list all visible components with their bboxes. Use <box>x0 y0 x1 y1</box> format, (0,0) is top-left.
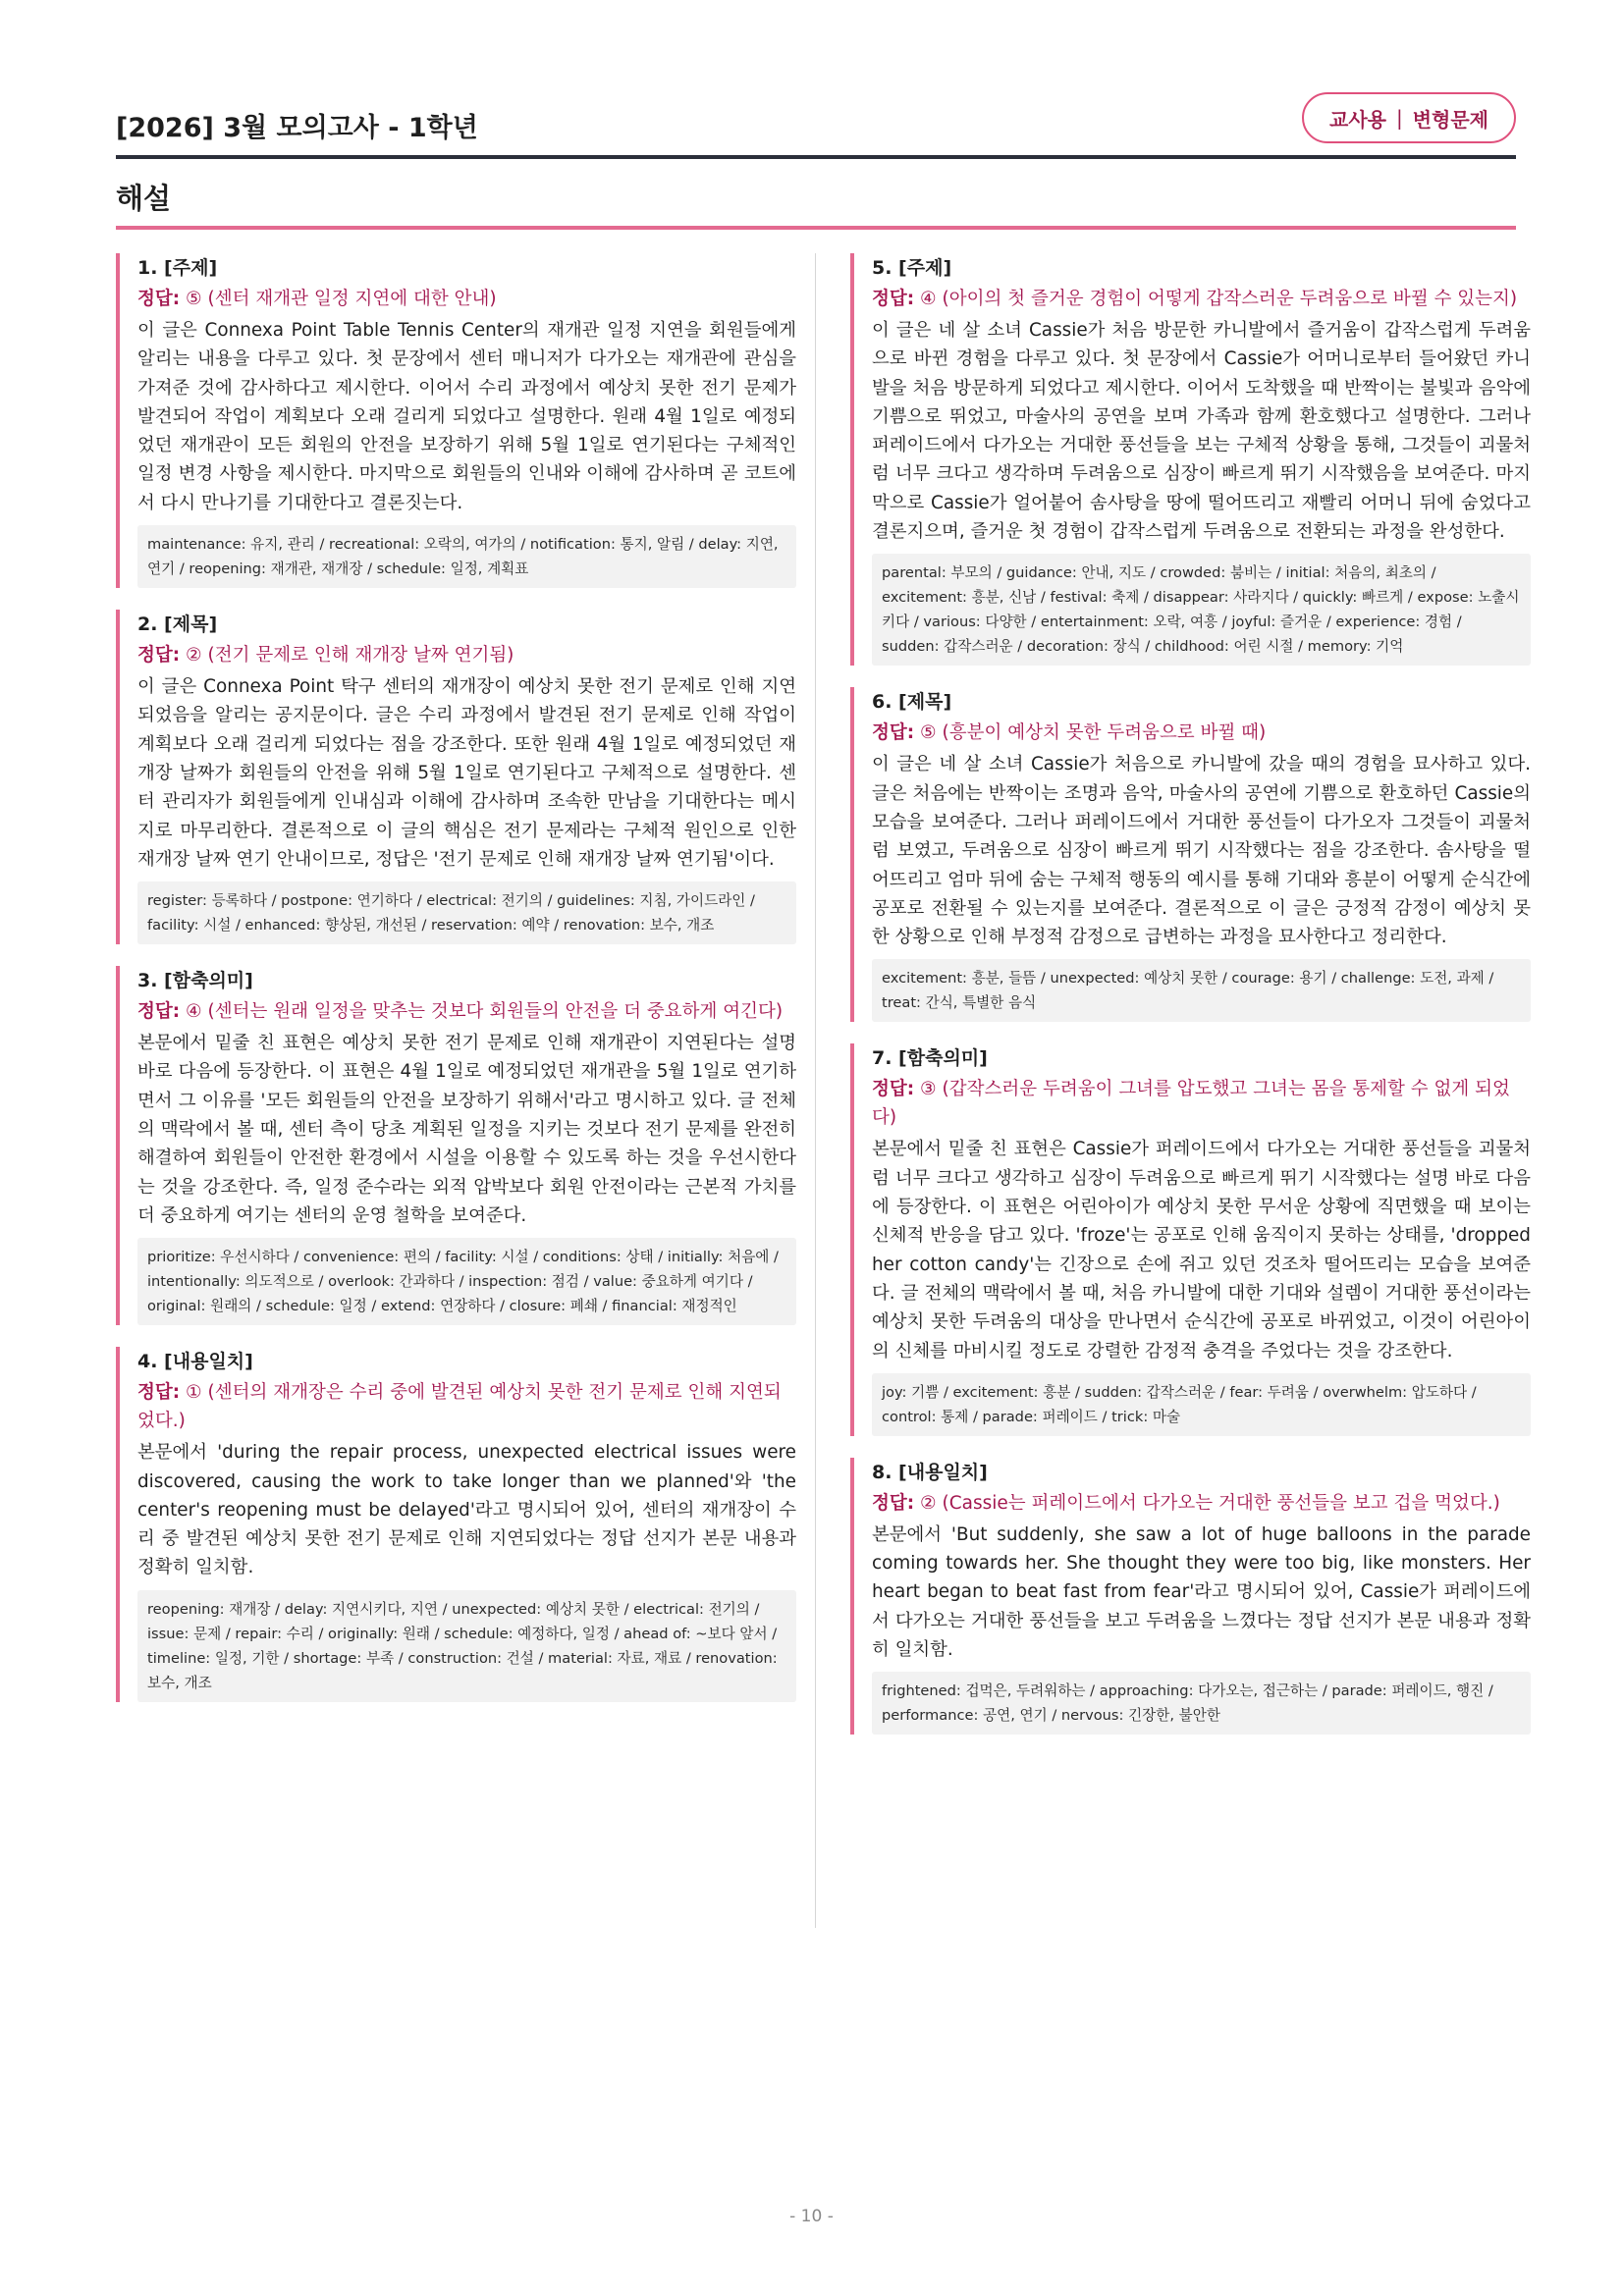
vocabulary-box: excitement: 흥분, 들뜸 / unexpected: 예상치 못한 / courage: 용기 / challenge: 도전, 과제 / treat: 간식, 특별한 음식 <box>872 959 1531 1022</box>
answer-text: ② (Cassie는 퍼레이드에서 다가오는 거대한 풍선들을 보고 겁을 먹었다.) <box>920 1492 1500 1514</box>
explanation-item <box>116 966 796 1325</box>
answer-text: ① (센터의 재개장은 수리 중에 발견된 예상치 못한 전기 문제로 인해 지연되었다.) <box>137 1382 782 1432</box>
explanation-text: 본문에서 밑줄 친 표현은 예상치 못한 전기 문제로 인해 재개관이 지연된다는 설명 바로 다음에 등장한다. 이 표현은 4월 1일로 예정되었던 재개관을 5월 1일로 연기하면서 그 이유를 '모든 회원들의 안전을 보장하기 위해서'라고 명시하고 있다. 글 전체의 맥락에서 볼 때, 센터 측이 당초 계획된 일정을 지키는 것보다 전기 문제를 완전히 해결하여 회원들이 안전한 환경에서 시설을 이용할 수 있도록 하는 것을 우선시한다는 것을 강조한다. 즉, 일정 준수라는 외적 압박보다 회원 안전이라는 근본적 가치를 더 중요하게 여기는 센터의 운영 철학을 보여준다. <box>137 1033 796 1226</box>
answer-label: 정답: <box>872 722 915 744</box>
answer-text: ② (전기 문제로 인해 재개장 날짜 연기됨) <box>186 645 514 667</box>
question-heading: 2. [제목] <box>137 614 218 636</box>
vocabulary-box: prioritize: 우선시하다 / convenience: 편의 / facility: 시설 / conditions: 상태 / initially: 처음에 / intentionally: 의도적으로 / overlook: 간과하다 / inspection: 점검 / value: 중요하게 여기다 / original: 원래의 / schedule: 일정 / extend: 연장하다 / closure: 폐쇄 / financial: 재정적인 <box>137 1238 796 1325</box>
section-title-text: 해설 <box>116 182 172 215</box>
vocabulary-box: joy: 기쁨 / excitement: 흥분 / sudden: 갑작스러운 / fear: 두려움 / overwhelm: 압도하다 / control: 통제 / parade: 퍼레이드 / trick: 마술 <box>872 1373 1531 1436</box>
answer-label: 정답: <box>137 1382 181 1404</box>
answer-label: 정답: <box>872 1492 915 1514</box>
question-heading: 7. [함축의미] <box>872 1047 988 1070</box>
answer-line <box>872 1075 1531 1132</box>
vocabulary-box: frightened: 겁먹은, 두려워하는 / approaching: 다가오는, 접근하는 / parade: 퍼레이드, 행진 / performance: 공연, 연기 / nervous: 긴장한, 불안한 <box>872 1672 1531 1735</box>
explanation-text: 본문에서 밑줄 친 표현은 Cassie가 퍼레이드에서 다가오는 거대한 풍선들을 괴물처럼 너무 크다고 생각하고 심장이 두려움으로 빠르게 뛰기 시작했다는 설명 바로 다음에 등장한다. 이 표현은 어린아이가 예상치 못한 무서운 상황에 직면했을 때 보이는 신체적 반응을 담고 있다. 'froze'는 공포로 인해 움직이지 못하는 상태를, 'dropped her cotton candy'는 긴장으로 손에 쥐고 있던 것조차 떨어뜨리는 모습을 보여준다. 글 전체의 맥락에서 볼 때, 처음 카니발에 대한 기대와 설렘이 거대한 풍선이라는 예상치 못한 두려움의 대상을 만나면서 순식간에 공포로 바뀌었고, 이것이 어린아이의 신체를 마비시킬 정도로 강렬한 감정적 충격을 주었다는 것을 강조한다. <box>872 1139 1531 1362</box>
answer-text: ⑤ (센터 재개관 일정 지연에 대한 안내) <box>186 289 497 309</box>
answer-line <box>872 285 1531 313</box>
question-heading: 3. [함축의미] <box>137 970 253 992</box>
explanation-text: 이 글은 Connexa Point 탁구 센터의 재개장이 예상치 못한 전기 문제로 인해 지연되었음을 알리는 공지문이다. 글은 수리 과정에서 발견된 전기 문제로 인해 작업이 계획보다 오래 걸리게 되었다는 점을 강조한다. 또한 원래 4월 1일로 예정되었던 재개장 날짜가 회원들의 안전을 위해 5월 1일로 연기된다고 구체적으로 설명한다. 센터 관리자가 회원들에게 인내심과 이해에 감사하며 조속한 만남을 기대한다는 메시지로 마무리한다. 결론적으로 이 글의 핵심은 전기 문제라는 구체적 원인으로 인한 재개장 날짜 연기 안내이므로, 정답은 '전기 문제로 인해 재개장 날짜 연기됨'이다. <box>137 676 796 870</box>
left-column <box>116 253 796 1724</box>
right-column <box>850 253 1531 1756</box>
explanation-text: 본문에서 'But suddenly, she saw a lot of huge balloons in the parade coming towards her. She thought they were too big, like monsters. Her heart began to beat fast from fear'라고 명시되어 있어, Cassie가 퍼레이드에서 다가오는 거대한 풍선들을 보고 두려움을 느꼈다는 정답 선지가 본문 내용과 정확히 일치함. <box>872 1523 1531 1661</box>
question-heading: 5. [주제] <box>872 257 952 279</box>
answer-text: ③ (갑작스러운 두려움이 그녀를 압도했고 그녀는 몸을 통제할 수 없게 되었다) <box>872 1079 1510 1129</box>
explanation-item <box>850 253 1531 666</box>
column-divider <box>815 253 816 1928</box>
answer-line <box>137 1378 796 1435</box>
page-number: - 10 - <box>789 2207 834 2226</box>
explanation-item <box>116 610 796 944</box>
question-heading: 6. [제목] <box>872 691 952 714</box>
vocabulary-box: register: 등록하다 / postpone: 연기하다 / electrical: 전기의 / guidelines: 지침, 가이드라인 / facility: 시설 / enhanced: 향상된, 개선된 / reservation: 예약 / renovation: 보수, 개조 <box>137 881 796 944</box>
vocabulary-box: reopening: 재개장 / delay: 지연시키다, 지연 / unexpected: 예상치 못한 / electrical: 전기의 / issue: 문제 / repair: 수리 / originally: 원래 / schedule: 예정하다, 일정 / ahead of: ~보다 앞서 / timeline: 일정, 기한 / shortage: 부족 / construction: 건설 / material: 자료, 재료 / renovation: 보수, 개조 <box>137 1590 796 1702</box>
answer-text: ⑤ (흥분이 예상치 못한 두려움으로 바뀔 때) <box>920 722 1267 744</box>
badge-separator: | <box>1395 106 1403 130</box>
explanation-item <box>116 1347 796 1701</box>
explanation-item <box>116 253 796 588</box>
version-badge <box>1302 92 1516 143</box>
vocabulary-box: maintenance: 유지, 관리 / recreational: 오락의, 여가의 / notification: 통지, 알림 / delay: 지연, 연기 / reopening: 재개관, 재개장 / schedule: 일정, 계획표 <box>137 525 796 588</box>
badge-variant-label: 변형문제 <box>1412 107 1488 132</box>
answer-label: 정답: <box>872 1079 915 1100</box>
vocabulary-box: parental: 부모의 / guidance: 안내, 지도 / crowded: 붐비는 / initial: 처음의, 최초의 / excitement: 흥분, 신남 / festival: 축제 / disappear: 사라지다 / quickly: 빠르게 / expose: 노출시키다 / various: 다양한 / entertainment: 오락, 여흥 / joyful: 즐거운 / experience: 경험 / sudden: 갑작스러운 / decoration: 장식 / childhood: 어린 시절 / memory: 기억 <box>872 554 1531 666</box>
section-heading <box>116 175 1516 230</box>
explanation-item <box>850 687 1531 1022</box>
answer-label: 정답: <box>137 1001 181 1023</box>
answer-line <box>137 285 796 313</box>
explanation-text: 본문에서 'during the repair process, unexpected electrical issues were discovered, causing the work to take longer than we planned'와 'the center's reopening must be delayed'라고 명시되어 있어, 센터의 재개장이 수리 중 발견된 예상치 못한 전기 문제로 인해 지연되었다는 정답 선지가 본문 내용과 정확히 일치함. <box>137 1442 796 1578</box>
answer-text: ④ (아이의 첫 즐거운 경험이 어떻게 갑작스러운 두려움으로 바뀔 수 있는지) <box>920 289 1518 309</box>
explanation-item <box>850 1043 1531 1435</box>
explanation-text: 이 글은 네 살 소녀 Cassie가 처음으로 카니발에 갔을 때의 경험을 묘사하고 있다. 글은 처음에는 반짝이는 조명과 음악, 마술사의 공연에 기쁨으로 환호하던 Cassie의 모습을 보여준다. 그러나 퍼레이드에서 거대한 풍선들이 다가오자 그것들이 괴물처럼 보였고, 두려움으로 심장이 빠르게 뛰기 시작했다는 점을 강조한다. 솜사탕을 떨어뜨리고 엄마 뒤에 숨는 구체적 행동의 예시를 통해 기대와 흥분이 어떻게 순식간에 공포로 전환될 수 있는지를 보여준다. 결론적으로 이 글은 긍정적 감정이 예상치 못한 상황으로 인해 부정적 감정으로 급변하는 과정을 묘사한다고 정리한다. <box>872 754 1531 948</box>
explanation-text: 이 글은 네 살 소녀 Cassie가 처음 방문한 카니발에서 즐거움이 갑작스럽게 두려움으로 바뀐 경험을 다루고 있다. 첫 문장에서 Cassie가 어머니로부터 들어왔던 카니발을 처음 방문하게 되었다고 제시한다. 이어서 도착했을 때 반짝이는 불빛과 음악에 기쁨으로 뛰었고, 마술사의 공연을 보며 가족과 함께 환호했다고 설명한다. 그러나 퍼레이드에서 다가오는 거대한 풍선들을 보는 구체적 상황을 통해, 그것들이 괴물처럼 너무 크다고 생각하며 두려움으로 심장이 빠르게 뛰기 시작했음을 보여준다. 마지막으로 Cassie가 얼어붙어 솜사탕을 땅에 떨어뜨리고 재빨리 어머니 뒤에 숨었다고 결론지으며, 즐거운 첫 경험이 갑작스럽게 두려움으로 전환되는 과정을 완성한다. <box>872 320 1531 543</box>
answer-label: 정답: <box>137 645 181 667</box>
explanation-item <box>850 1458 1531 1735</box>
answer-label: 정답: <box>137 289 181 309</box>
answer-line <box>872 1489 1531 1518</box>
answer-line <box>137 997 796 1026</box>
badge-teacher-label: 교사용 <box>1329 107 1386 132</box>
answer-label: 정답: <box>872 289 915 309</box>
explanation-text: 이 글은 Connexa Point Table Tennis Center의 재개관 일정 지연을 회원들에게 알리는 내용을 다루고 있다. 첫 문장에서 센터 매니저가 다가오는 재개관에 관심을 가져준 것에 감사하다고 제시한다. 이어서 수리 과정에서 예상치 못한 전기 문제가 발견되어 작업이 계획보다 오래 걸리게 되었다고 설명한다. 원래 4월 1일로 예정되었던 재개관이 모든 회원의 안전을 보장하기 위해 5월 1일로 연기된다는 구체적인 일정 변경 사항을 제시한다. 마지막으로 회원들의 인내와 이해에 감사하며 곧 코트에서 다시 만나기를 기대한다고 결론짓는다. <box>137 320 796 513</box>
page-header <box>116 90 1516 159</box>
answer-line <box>872 719 1531 747</box>
question-heading: 1. [주제] <box>137 257 218 279</box>
answer-text: ④ (센터는 원래 일정을 맞추는 것보다 회원들의 안전을 더 중요하게 여긴다) <box>186 1001 784 1023</box>
answer-line <box>137 641 796 669</box>
question-heading: 4. [내용일치] <box>137 1351 253 1373</box>
question-heading: 8. [내용일치] <box>872 1461 988 1483</box>
exam-title: [2026] 3월 모의고사 - 1학년 <box>116 113 478 143</box>
